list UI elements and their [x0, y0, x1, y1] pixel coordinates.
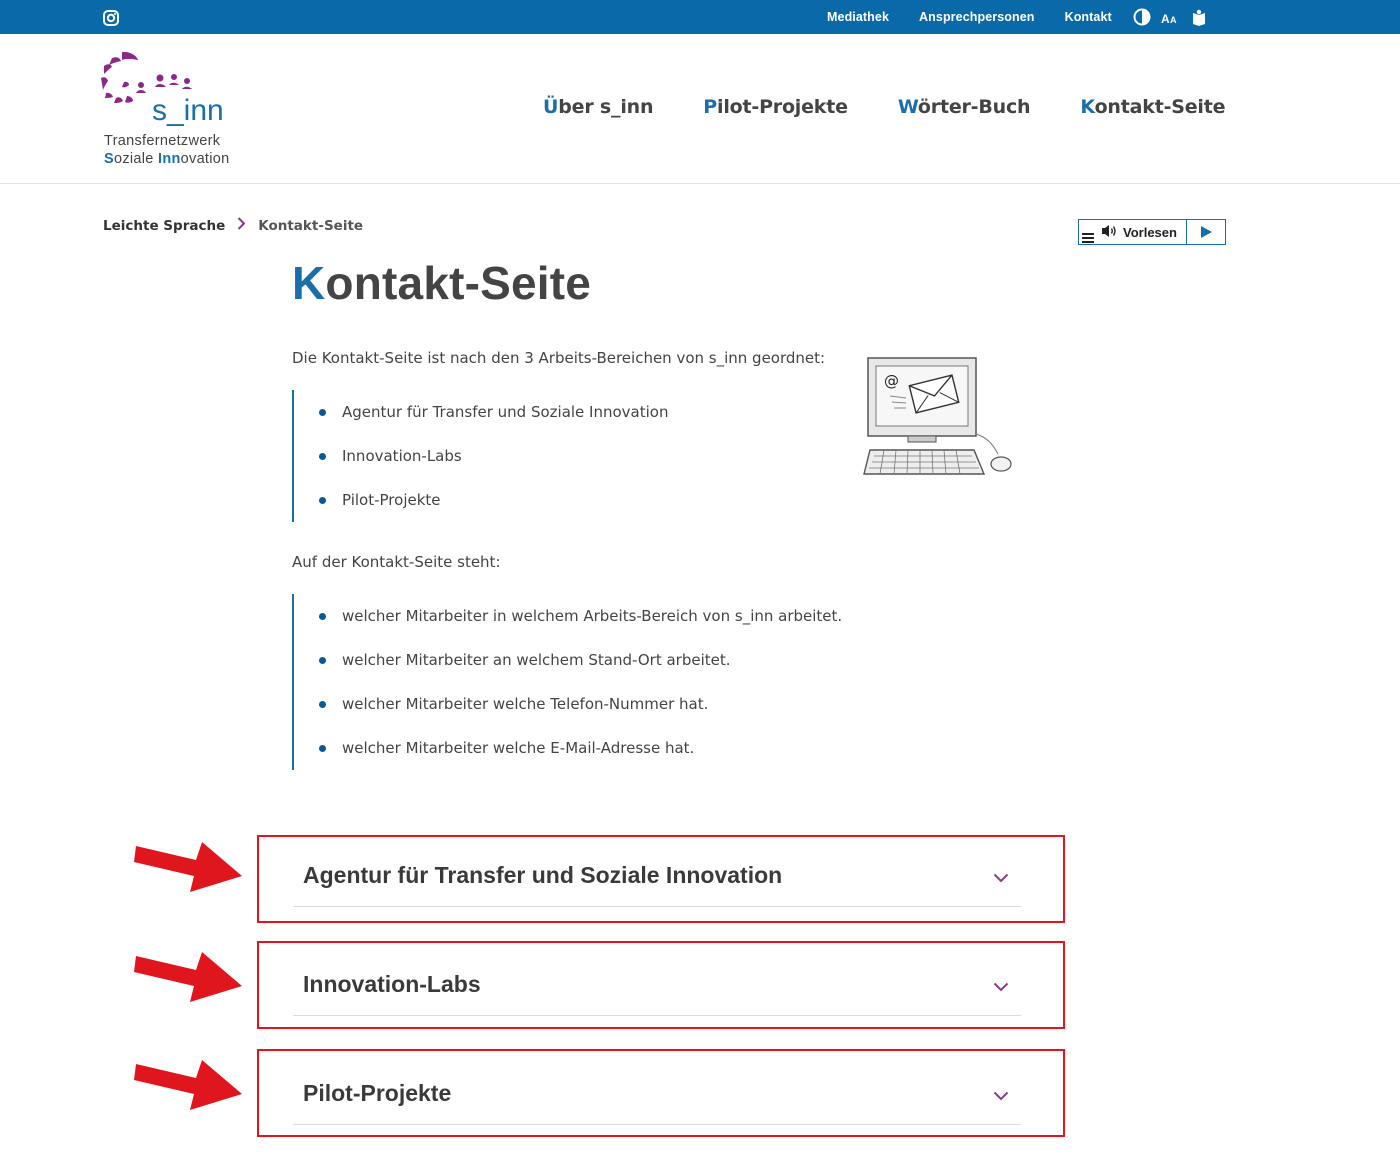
- svg-text:A: A: [1161, 11, 1170, 25]
- annotation-arrow-icon: [134, 946, 246, 1006]
- computer-email-illustration: [860, 354, 1016, 480]
- breadcrumb-home[interactable]: Leichte Sprache: [103, 217, 226, 234]
- list-item: Agentur für Transfer und Soziale Innovation: [294, 390, 668, 434]
- annotation-arrow-icon: [134, 836, 246, 896]
- annotation-box: [257, 1049, 1065, 1137]
- accordion-title: Pilot-Projekte: [303, 1080, 452, 1106]
- svg-text:A: A: [1170, 14, 1177, 25]
- nav-item-pilot-projekte[interactable]: Pilot-Projekte: [703, 96, 848, 118]
- annotation-box: [257, 941, 1065, 1029]
- list-item: Innovation-Labs: [294, 434, 668, 478]
- book-icon[interactable]: [1191, 9, 1207, 30]
- site-header: [0, 34, 1400, 184]
- contrast-icon[interactable]: [1133, 8, 1151, 30]
- accordion-title: Innovation-Labs: [303, 971, 481, 997]
- logo-subtitle-line2: Soziale Innovation: [104, 151, 230, 167]
- page-title: Kontakt-Seite: [292, 257, 592, 309]
- chevron-right-icon: [237, 217, 246, 234]
- nav-item-ueber-sinn[interactable]: Über s_inn: [543, 96, 654, 118]
- top-link-kontakt[interactable]: Kontakt: [1064, 10, 1112, 24]
- top-bar: [0, 0, 1400, 34]
- accessibility-tools: [1133, 8, 1207, 30]
- logo-subtitle-line1: Transfernetzwerk: [104, 133, 221, 149]
- menu-icon[interactable]: [1079, 219, 1097, 245]
- intro-text-2: Auf der Kontakt-Seite steht:: [292, 553, 501, 571]
- annotation-box: [257, 835, 1065, 923]
- top-link-ansprechpersonen[interactable]: Ansprechpersonen: [919, 10, 1035, 24]
- top-link-mediathek[interactable]: Mediathek: [827, 10, 890, 24]
- main-nav: [543, 96, 1275, 118]
- logo-wordmark: s_inn: [152, 94, 224, 127]
- areas-list: [292, 390, 668, 522]
- accordion-title: Agentur für Transfer und Soziale Innovation: [303, 862, 783, 888]
- breadcrumb: [103, 217, 363, 234]
- list-item: welcher Mitarbeiter an welchem Stand-Ort arbeitet.: [294, 638, 842, 682]
- intro-text: Die Kontakt-Seite ist nach den 3 Arbeits-Bereichen von s_inn geordnet:: [292, 349, 826, 367]
- list-item: Pilot-Projekte: [294, 478, 668, 522]
- annotation-arrow-icon: [134, 1054, 246, 1114]
- speaker-icon: [1101, 223, 1119, 242]
- font-size-icon[interactable]: [1161, 10, 1179, 29]
- read-aloud-button[interactable]: [1078, 219, 1226, 245]
- list-item: welcher Mitarbeiter welche E-Mail-Adresse hat.: [294, 726, 842, 770]
- nav-item-kontakt-seite[interactable]: Kontakt-Seite: [1080, 96, 1226, 118]
- svg-text:@: @: [884, 372, 899, 390]
- breadcrumb-current: Kontakt-Seite: [258, 217, 364, 234]
- instagram-icon[interactable]: [103, 10, 119, 26]
- top-nav: [797, 0, 1112, 34]
- list-item: welcher Mitarbeiter in welchem Arbeits-Bereich von s_inn arbeitet.: [294, 594, 842, 638]
- nav-item-woerter-buch[interactable]: Wörter-Buch: [897, 96, 1031, 118]
- read-aloud-label: Vorlesen: [1123, 224, 1177, 240]
- play-icon[interactable]: [1186, 220, 1225, 244]
- list-item: welcher Mitarbeiter welche Telefon-Nummer hat.: [294, 682, 842, 726]
- details-list: [292, 594, 842, 770]
